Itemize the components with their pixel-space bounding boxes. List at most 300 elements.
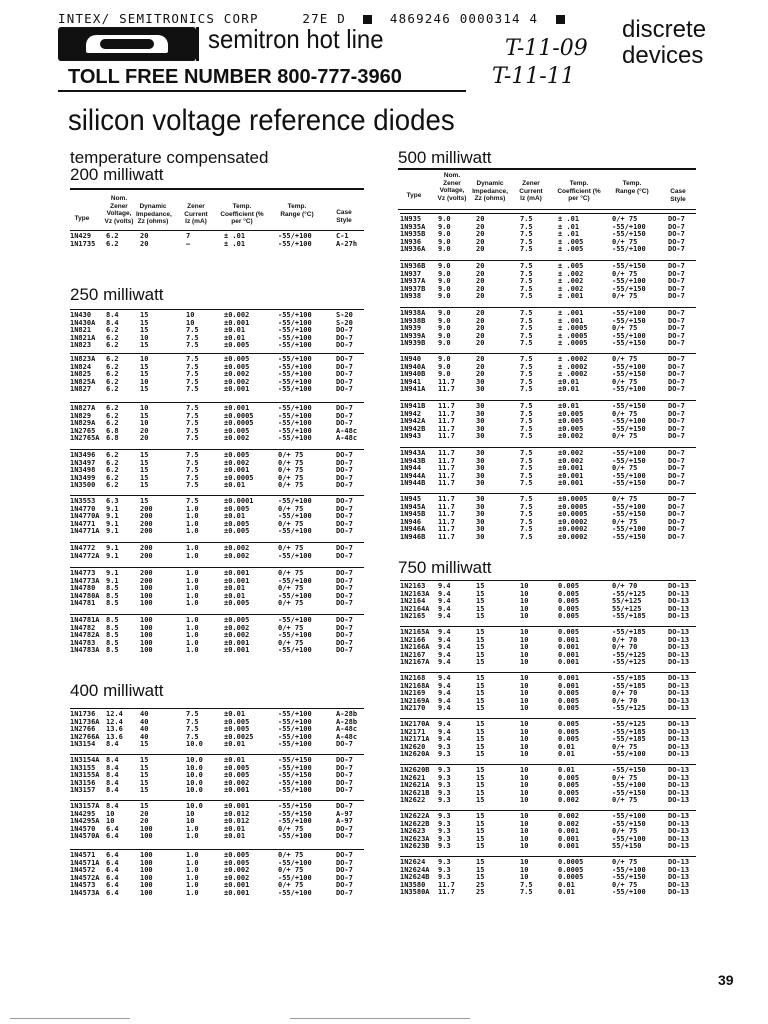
cell-tempco: ±0.005: [224, 771, 250, 780]
group-separator: [70, 309, 364, 310]
cell-tempco: ± .01: [558, 215, 580, 223]
cell-voltage: 9.1: [106, 551, 119, 560]
cell-type: 1N2765: [70, 426, 96, 435]
handwritten-note-2: T-11-11: [492, 64, 575, 89]
cell-case: DO-7: [336, 385, 353, 394]
cell-temprange: 0/+ 75: [278, 584, 304, 593]
cell-tempco: 0.005: [558, 788, 580, 797]
cell-voltage: 6.3: [106, 497, 119, 505]
cell-tempco: ±0.001: [224, 576, 250, 585]
cell-type: 1N936B: [400, 262, 426, 270]
cell-current: 10: [186, 809, 195, 818]
cell-case: DO-7: [668, 502, 685, 511]
cell-current: 10.0: [186, 771, 203, 780]
cell-current: 1.0: [186, 881, 199, 890]
cell-type: 1N937: [400, 269, 422, 278]
cell-voltage: 9.0: [438, 222, 451, 231]
cell-tempco: 0.001: [558, 834, 580, 843]
cell-voltage: 9.0: [438, 230, 451, 239]
cell-impedance: 20: [476, 284, 485, 293]
cell-impedance: 20: [476, 370, 485, 379]
cell-voltage: 9.0: [438, 245, 451, 254]
cell-voltage: 12.4: [106, 710, 123, 718]
cell-temprange: -55/+185: [612, 612, 646, 621]
group-separator: [400, 400, 696, 401]
cell-case: DO-7: [336, 473, 353, 482]
cell-impedance: 15: [476, 628, 485, 636]
cell-impedance: 20: [140, 434, 149, 443]
cell-voltage: 9.3: [438, 812, 451, 820]
cell-tempco: ±0.002: [224, 370, 250, 379]
cell-tempco: ±0.005: [224, 519, 250, 528]
cell-case: DO-7: [336, 341, 353, 350]
cell-impedance: 15: [476, 612, 485, 621]
cell-type: 1N938A: [400, 309, 426, 317]
cell-temprange: -55/+150: [612, 456, 646, 465]
cell-temprange: 0/+ 75: [612, 796, 638, 805]
cell-type: 1N4571: [70, 851, 96, 859]
cell-type: 1N3157A: [70, 802, 100, 810]
group-separator: [70, 353, 364, 354]
cell-type: 1N2164: [400, 597, 426, 606]
cell-temprange: -55/+100: [278, 778, 312, 787]
cell-current: 10: [520, 635, 529, 644]
cell-temprange: -55/+125: [612, 650, 646, 659]
cell-type: 1N2766: [70, 725, 96, 734]
cell-tempco: 0.005: [558, 781, 580, 790]
cell-temprange: 0/+ 75: [278, 866, 304, 875]
cell-impedance: 15: [140, 481, 149, 490]
cell-tempco: ±0.002: [224, 458, 250, 467]
cell-current: 10.0: [186, 763, 203, 772]
cell-voltage: 11.7: [438, 456, 455, 465]
cell-impedance: 15: [140, 385, 149, 394]
cell-voltage: 8.5: [106, 638, 119, 647]
cell-case: DO-13: [668, 650, 690, 659]
cell-case: DO-13: [668, 681, 690, 690]
cell-case: DO-7: [668, 385, 685, 394]
cell-temprange: -55/+100: [612, 362, 646, 371]
cell-current: 10: [520, 819, 529, 828]
footer-rule: [10, 1018, 130, 1019]
cell-current: 1.0: [186, 544, 199, 552]
cell-type: 1N942: [400, 409, 422, 418]
cell-voltage: 6.4: [106, 866, 119, 875]
cell-impedance: 15: [476, 819, 485, 828]
cell-case: DO-7: [336, 411, 353, 420]
cell-current: 7.5: [520, 277, 533, 286]
cell-case: DO-13: [668, 582, 690, 590]
cell-temprange: 0/+ 75: [278, 481, 304, 490]
cell-voltage: 8.4: [106, 763, 119, 772]
cell-case: DO-7: [336, 889, 353, 897]
cell-impedance: 40: [140, 717, 149, 726]
cell-type: 1N940: [400, 355, 422, 363]
cell-tempco: 0.005: [558, 727, 580, 736]
cell-temprange: 55/+125: [612, 604, 642, 613]
cell-tempco: ±0.005: [224, 527, 250, 536]
cell-case: DO-7: [336, 824, 353, 833]
cell-temprange: -55/+100: [278, 576, 312, 585]
cell-voltage: 6.8: [106, 434, 119, 443]
group-separator: [400, 493, 696, 494]
cell-tempco: ±0.0005: [558, 502, 588, 511]
cell-current: 7.5: [520, 237, 533, 246]
cell-case: DO-7: [668, 449, 685, 457]
cell-case: DO-13: [668, 643, 690, 652]
cell-impedance: 100: [140, 584, 153, 593]
section-400mw: 400 milliwatt: [70, 681, 164, 700]
cell-impedance: 200: [140, 576, 153, 585]
cell-impedance: 20: [476, 324, 485, 333]
cell-voltage: 9.4: [438, 604, 451, 613]
cell-tempco: ±0.001: [224, 881, 250, 890]
cell-voltage: 9.0: [438, 277, 451, 286]
cell-type: 1N942A: [400, 417, 426, 426]
cell-type: 1N823: [70, 341, 92, 350]
cell-impedance: 15: [476, 873, 485, 882]
cell-tempco: 0.001: [558, 842, 580, 851]
cell-voltage: 8.5: [106, 631, 119, 640]
cell-temprange: -55/+100: [278, 646, 312, 655]
cell-tempco: 0.001: [558, 650, 580, 659]
cell-case: DO-7: [336, 771, 353, 780]
cell-case: DO-7: [336, 576, 353, 585]
cell-tempco: 0.005: [558, 773, 580, 782]
cell-case: S-20: [336, 318, 353, 327]
cell-tempco: ±0.01: [224, 481, 246, 490]
cell-tempco: ± .0002: [558, 355, 588, 363]
cell-type: 1N3155: [70, 763, 96, 772]
cell-current: 7.5: [520, 525, 533, 534]
col-header-case: Case Style: [336, 209, 352, 224]
cell-voltage: 6.4: [106, 851, 119, 859]
cell-temprange: -55/+100: [612, 245, 646, 254]
cell-current: 10: [520, 796, 529, 805]
cell-temprange: -55/+100: [278, 786, 312, 795]
cell-type: 1N829A: [70, 419, 96, 428]
cell-voltage: 11.7: [438, 464, 455, 473]
cell-voltage: 11.7: [438, 424, 455, 433]
cell-case: DO-7: [336, 544, 353, 552]
cell-case: DO-7: [336, 419, 353, 428]
handwritten-note-1: T-11-09: [505, 36, 588, 61]
cell-case: DO-7: [336, 638, 353, 647]
cell-impedance: 15: [476, 812, 485, 820]
cell-type: 1N944B: [400, 479, 426, 488]
cell-temprange: -55/+185: [612, 628, 646, 636]
group-separator: [400, 856, 696, 857]
cell-current: 1.0: [186, 616, 199, 624]
cell-voltage: 9.1: [106, 527, 119, 536]
cell-voltage: 9.3: [438, 796, 451, 805]
cell-tempco: ± .002: [558, 269, 584, 278]
cell-impedance: 15: [140, 458, 149, 467]
cell-tempco: 0.01: [558, 742, 575, 751]
cell-current: 7.5: [520, 269, 533, 278]
cell-voltage: 6.2: [106, 473, 119, 482]
cell-current: 10: [186, 318, 195, 327]
cell-current: 7.5: [520, 449, 533, 457]
cell-case: DO-7: [668, 495, 685, 503]
cell-voltage: 9.0: [438, 284, 451, 293]
cell-case: DO-7: [668, 479, 685, 488]
cell-temprange: -55/+100: [278, 497, 312, 505]
cell-type: 1N3498: [70, 466, 96, 475]
cell-tempco: ±0.002: [224, 311, 250, 319]
cell-temprange: -55/+100: [278, 832, 312, 841]
cell-temprange: 0/+ 70: [612, 689, 638, 698]
cell-case: DO-7: [668, 339, 685, 348]
cell-current: 1.0: [186, 851, 199, 859]
cell-case: DO-7: [668, 525, 685, 534]
cell-case: DO-7: [336, 404, 353, 412]
cell-current: 1.0: [186, 527, 199, 536]
cell-temprange: -55/+150: [278, 809, 312, 818]
cell-current: 10: [520, 742, 529, 751]
cell-voltage: 9.0: [438, 370, 451, 379]
cell-type: 1N2166: [400, 635, 426, 644]
cell-temprange: -55/+150: [612, 284, 646, 293]
cell-type: 1N2163A: [400, 589, 430, 598]
cell-temprange: 0/+ 75: [278, 451, 304, 459]
cell-case: DO-13: [668, 604, 690, 613]
cell-current: 7.5: [186, 411, 199, 420]
cell-impedance: 20: [476, 362, 485, 371]
cell-current: 10: [520, 788, 529, 797]
cell-temprange: -55/+100: [278, 763, 312, 772]
cell-case: DO-7: [336, 802, 353, 810]
cell-impedance: 20: [140, 817, 149, 826]
logo-bar: [196, 27, 199, 61]
cell-impedance: 100: [140, 866, 153, 875]
cell-voltage: 8.4: [106, 311, 119, 319]
cell-tempco: ±0.002: [224, 778, 250, 787]
cell-case: DO-13: [668, 727, 690, 736]
cell-type: 1N430A: [70, 318, 96, 327]
cell-impedance: 100: [140, 824, 153, 833]
cell-case: DO-13: [668, 750, 690, 759]
cell-tempco: ±0.005: [224, 504, 250, 513]
cell-type: 1N4295: [70, 809, 96, 818]
cell-current: 7.5: [186, 362, 199, 371]
header-rule: [58, 90, 466, 92]
cell-type: 1N4770: [70, 504, 96, 513]
cell-case: DO-7: [336, 740, 353, 749]
cell-current: 7.5: [520, 324, 533, 333]
cell-voltage: 9.0: [438, 362, 451, 371]
cell-impedance: 15: [476, 635, 485, 644]
cell-type: 1N821: [70, 326, 92, 335]
section-subtitle: temperature compensated: [70, 148, 269, 167]
cell-temprange: -55/+150: [612, 262, 646, 270]
cell-current: 10: [520, 582, 529, 590]
cell-tempco: ±0.001: [224, 385, 250, 394]
cell-tempco: ±0.005: [224, 725, 250, 734]
cell-current: 7.5: [520, 533, 533, 541]
cell-current: 1.0: [186, 576, 199, 585]
cell-temprange: -55/+100: [612, 525, 646, 534]
cell-tempco: ± .01: [558, 222, 580, 231]
cell-tempco: 0.001: [558, 658, 580, 667]
cell-temprange: -55/+100: [278, 817, 312, 826]
cell-impedance: 15: [476, 834, 485, 843]
cell-type: 1N4782: [70, 623, 96, 632]
cell-current: 1.0: [186, 866, 199, 875]
cell-tempco: ±0.005: [224, 717, 250, 726]
cell-type: 1N3499: [70, 473, 96, 482]
cell-case: DO-7: [668, 331, 685, 340]
cell-type: 1N943A: [400, 449, 426, 457]
cell-voltage: 6.2: [106, 481, 119, 490]
cell-current: 1.0: [186, 873, 199, 882]
cell-current: 7.5: [186, 370, 199, 379]
cell-temprange: -55/+100: [612, 502, 646, 511]
cell-case: DO-13: [668, 880, 690, 889]
cell-current: 10.0: [186, 786, 203, 795]
cell-case: A-48c: [336, 725, 358, 734]
cell-type: 1N4771A: [70, 527, 100, 536]
cell-type: 1N4570: [70, 824, 96, 833]
cell-type: 1N3154A: [70, 756, 100, 764]
cell-impedance: 15: [140, 451, 149, 459]
right-table-top-rule: [398, 168, 696, 170]
cell-current: 10: [520, 873, 529, 882]
cell-voltage: 6.4: [106, 881, 119, 890]
cell-temprange: 0/+ 75: [278, 638, 304, 647]
cell-temprange: -55/+100: [278, 717, 312, 726]
cell-tempco: ± .0002: [558, 370, 588, 379]
cell-current: 1.0: [186, 858, 199, 867]
cell-temprange: -55/+150: [612, 402, 646, 410]
cell-temprange: -55/+150: [612, 339, 646, 348]
cell-tempco: 0.0005: [558, 858, 584, 866]
cell-tempco: ±0.01: [224, 824, 246, 833]
cell-type: 1N4780: [70, 584, 96, 593]
cell-case: A-28b: [336, 717, 358, 726]
cell-type: 1N2620B: [400, 766, 430, 774]
cell-tempco: 0.001: [558, 643, 580, 652]
cell-case: DO-13: [668, 674, 690, 682]
cell-current: 1.0: [186, 584, 199, 593]
cell-temprange: 0/+ 75: [612, 495, 638, 503]
cell-current: 10: [520, 589, 529, 598]
cell-current: 7.5: [520, 309, 533, 317]
cell-type: 1N2168A: [400, 681, 430, 690]
cell-impedance: 15: [140, 473, 149, 482]
cell-case: DO-7: [336, 851, 353, 859]
cell-current: 7.5: [186, 473, 199, 482]
cell-type: 1N3496: [70, 451, 96, 459]
cell-voltage: 6.2: [106, 341, 119, 350]
cell-type: 1N939: [400, 324, 422, 333]
col-header-impedance: Dynamic Impedance, Zz (ohms): [136, 203, 172, 225]
cell-current: 7: [186, 232, 191, 240]
cell-impedance: 10: [140, 404, 149, 412]
cell-case: DO-13: [668, 796, 690, 805]
section-200mw: 200 milliwatt: [70, 165, 164, 184]
cell-tempco: ± .0002: [558, 362, 588, 371]
cell-case: S-20: [336, 311, 353, 319]
cell-tempco: ±0.005: [224, 341, 250, 350]
cell-case: DO-13: [668, 658, 690, 667]
cell-type: 1N946B: [400, 533, 426, 541]
cell-case: DO-13: [668, 628, 690, 636]
cell-case: DO-7: [668, 215, 685, 223]
cell-tempco: ±0.005: [224, 763, 250, 772]
cell-tempco: ± .0005: [558, 339, 588, 348]
cell-case: DO-13: [668, 589, 690, 598]
cell-temprange: 0/+ 75: [612, 215, 638, 223]
cell-tempco: ±0.005: [558, 424, 584, 433]
cell-tempco: ±0.001: [224, 318, 250, 327]
cell-type: 1N2170A: [400, 720, 430, 728]
cell-type: 1N2169A: [400, 696, 430, 705]
cell-temprange: -55/+150: [612, 533, 646, 541]
cell-type: 1N2170: [400, 704, 426, 713]
cell-temprange: -55/+100: [278, 355, 312, 363]
cell-impedance: 15: [140, 362, 149, 371]
cell-current: 7.5: [186, 385, 199, 394]
cell-impedance: 30: [476, 525, 485, 534]
cell-current: 7.5: [520, 432, 533, 441]
cell-voltage: 13.6: [106, 725, 123, 734]
cell-tempco: ±0.005: [224, 599, 250, 608]
cell-current: 7.5: [520, 417, 533, 426]
cell-case: A-48c: [336, 732, 358, 741]
cell-voltage: 9.4: [438, 674, 451, 682]
cell-impedance: 30: [476, 385, 485, 394]
cell-tempco: ±0.0005: [558, 495, 588, 503]
cell-temprange: 0/+ 75: [278, 504, 304, 513]
cell-impedance: 15: [476, 643, 485, 652]
cell-type: 1N821A: [70, 333, 96, 342]
cell-current: 10: [186, 311, 195, 319]
cell-type: 1N943B: [400, 456, 426, 465]
cell-type: 1N941A: [400, 385, 426, 394]
cell-temprange: -55/+100: [612, 309, 646, 317]
cell-temprange: -55/+100: [278, 591, 312, 600]
cell-temprange: -55/+100: [278, 362, 312, 371]
cell-tempco: ±0.01: [224, 333, 246, 342]
cell-impedance: 20: [140, 232, 149, 240]
cell-tempco: ±0.0002: [558, 533, 588, 541]
cell-type: 1N1736A: [70, 717, 100, 726]
cell-current: 7.5: [520, 880, 533, 889]
group-separator: [400, 260, 696, 261]
cell-current: 1.0: [186, 638, 199, 647]
cell-type: 1N4781A: [70, 616, 100, 624]
cell-temprange: 0/+ 75: [612, 880, 638, 889]
cell-impedance: 15: [140, 411, 149, 420]
cell-temprange: 0/+ 70: [612, 635, 638, 644]
cell-tempco: ± .005: [558, 237, 584, 246]
cell-case: DO-7: [668, 510, 685, 519]
cell-current: 7.5: [186, 732, 199, 741]
cell-temprange: 0/+ 75: [612, 292, 638, 301]
cell-tempco: ±0.01: [224, 832, 246, 841]
cell-tempco: ±0.01: [224, 756, 246, 764]
cell-temprange: -55/+150: [612, 788, 646, 797]
cell-temprange: 0/+ 75: [612, 464, 638, 473]
cell-voltage: 8.5: [106, 584, 119, 593]
cell-case: DO-7: [336, 355, 353, 363]
cell-current: 10: [520, 643, 529, 652]
cell-temprange: -55/+100: [612, 277, 646, 286]
cell-voltage: 6.2: [106, 404, 119, 412]
cell-impedance: 20: [476, 309, 485, 317]
cell-tempco: ±0.001: [224, 646, 250, 655]
